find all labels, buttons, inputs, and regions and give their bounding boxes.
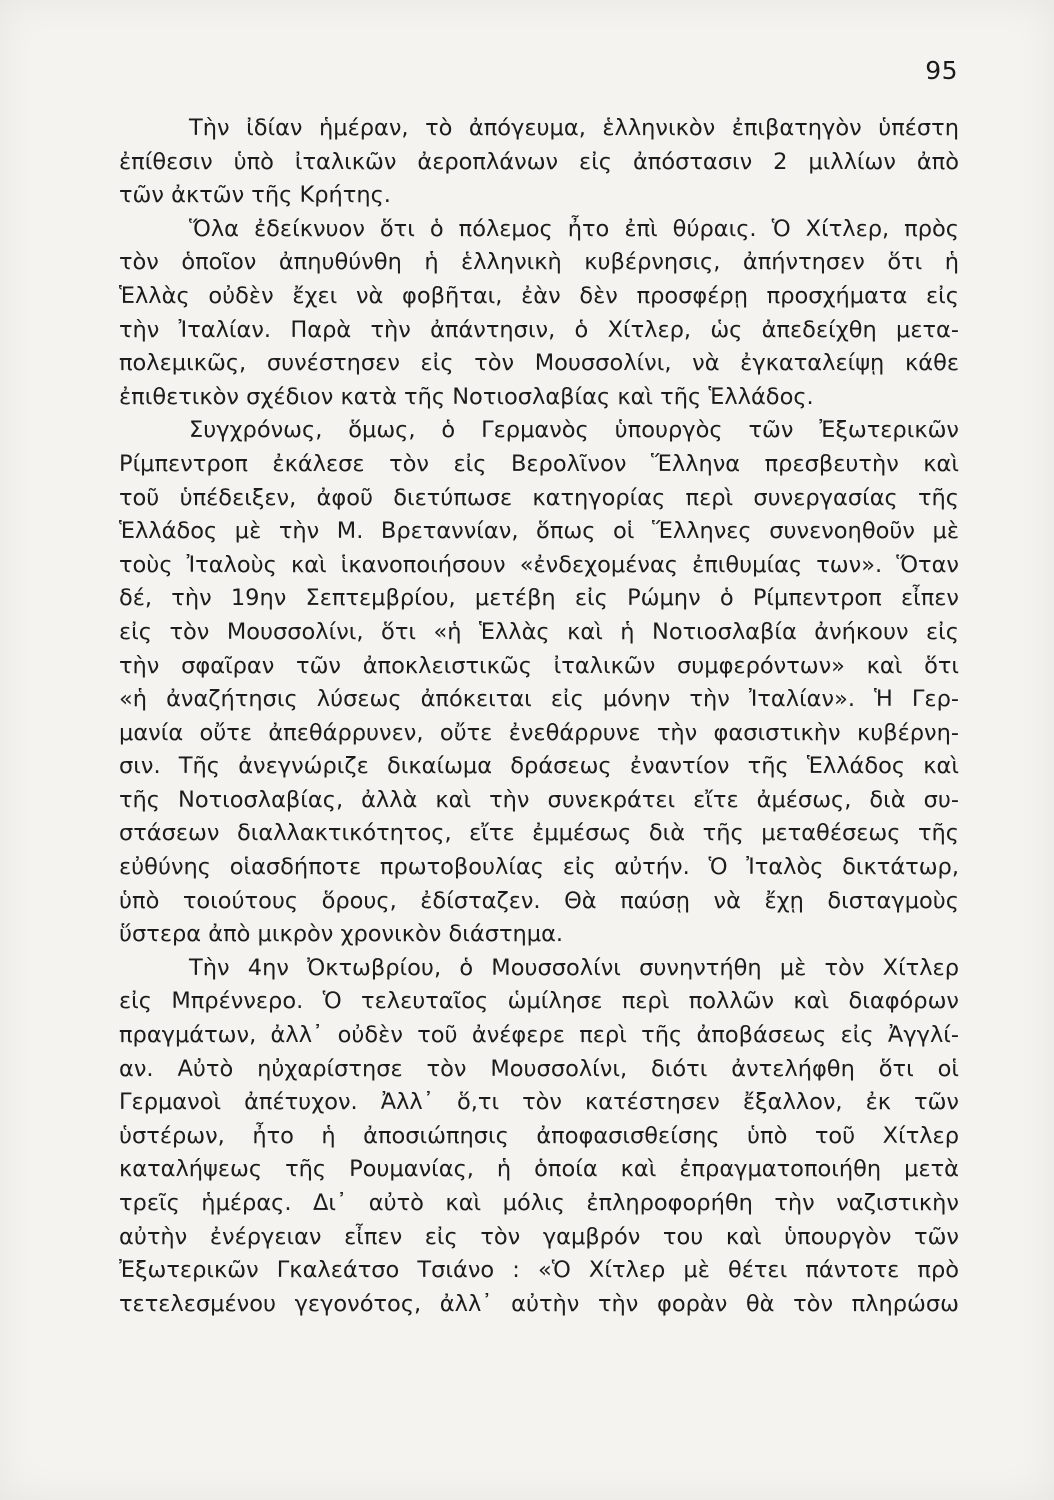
text-line: Ὅλα ἐδείκνυον ὅτι ὁ πόλεμος ἦτο ἐπὶ θύραις. Ὁ Χίτλερ, πρὸς [189, 215, 959, 242]
text-line: δέ, τὴν 19ην Σεπτεμβρίου, μετέβη εἰς Ρώμην ὁ Ρίμπεντροπ εἶπεν [119, 585, 959, 612]
text-line: στάσεων διαλλακτικότητος, εἴτε ἐμμέσως διὰ τῆς μεταθέσεως τῆς [119, 820, 959, 847]
text-line: αν. Αὐτὸ ηὐχαρίστησε τὸν Μουσσολίνι, διότι ἀντελήφθη ὅτι οἱ [119, 1055, 959, 1082]
text-line: τὸν ὁποῖον ἀπηυθύνθη ἡ ἑλληνικὴ κυβέρνησις, ἀπήντησεν ὅτι ἡ [119, 249, 959, 276]
text-line: τῆς Νοτιοσλαβίας, ἀλλὰ καὶ τὴν συνεκράτει εἴτε ἀμέσως, διὰ συ- [119, 786, 959, 813]
text-line: τετελεσμένου γεγονότος, ἀλλ᾽ αὐτὴν τὴν φορὰν θὰ τὸν πληρώσω [119, 1290, 959, 1317]
text-line: σιν. Τῆς ἀνεγνώριζε δικαίωμα δράσεως ἐναντίον τῆς Ἑλλάδος καὶ [119, 753, 959, 780]
text-line: ὑπὸ τοιούτους ὅρους, ἐδίσταζεν. Θὰ παύσῃ νὰ ἔχῃ δισταγμοὺς [119, 887, 959, 914]
text-line: ἐπίθεσιν ὑπὸ ἰταλικῶν ἀεροπλάνων εἰς ἀπόστασιν 2 μιλλίων ἀπὸ [119, 148, 959, 175]
text-line: Ἑλλὰς οὐδὲν ἔχει νὰ φοβῆται, ἐὰν δὲν προσφέρῃ προσχήματα εἰς [119, 282, 959, 309]
text-line: πολεμικῶς, συνέστησεν εἰς τὸν Μουσσολίνι, νὰ ἐγκαταλείψῃ κάθε [119, 350, 959, 377]
text-line: ὑστέρων, ἦτο ἡ ἀποσιώπησις ἀποφασισθείσης ὑπὸ τοῦ Χίτλερ [119, 1122, 959, 1149]
text-line: μανία οὔτε ἀπεθάρρυνεν, οὔτε ἐνεθάρρυνε τὴν φασιστικὴν κυβέρνη- [119, 719, 959, 746]
text-line: εἰς τὸν Μουσσολίνι, ὅτι «ἡ Ἑλλὰς καὶ ἡ Νοτιοσλαβία ἀνήκουν εἰς [119, 618, 959, 645]
text-line: αὐτὴν ἐνέργειαν εἶπεν εἰς τὸν γαμβρόν του καὶ ὑπουργὸν τῶν [119, 1223, 959, 1250]
text-line: τὴν Ἰταλίαν. Παρὰ τὴν ἀπάντησιν, ὁ Χίτλερ, ὡς ἀπεδείχθη μετα- [119, 316, 959, 343]
text-line: ἐπιθετικὸν σχέδιον κατὰ τῆς Νοτιοσλαβίας καὶ τῆς Ἑλλάδος. [119, 383, 814, 410]
text-line: εὐθύνης οἱασδήποτε πρωτοβουλίας εἰς αὐτήν. Ὁ Ἰταλὸς δικτάτωρ, [119, 854, 959, 881]
text-line: Ἑλλάδος μὲ τὴν Μ. Βρεταννίαν, ὅπως οἱ Ἕλληνες συνενοηθοῦν μὲ [119, 518, 959, 545]
text-line: Τὴν 4ην Ὀκτωβρίου, ὁ Μουσσολίνι συνηντήθη μὲ τὸν Χίτλερ [189, 954, 959, 981]
text-line: Συγχρόνως, ὅμως, ὁ Γερμανὸς ὑπουργὸς τῶν Ἐξωτερικῶν [189, 417, 959, 444]
text-line: εἰς Μπρέννερο. Ὁ τελευταῖος ὡμίλησε περὶ πολλῶν καὶ διαφόρων [119, 988, 959, 1015]
text-line: τὴν σφαῖραν τῶν ἀποκλειστικῶς ἰταλικῶν συμφερόντων» καὶ ὅτι [119, 652, 959, 679]
body-text [119, 112, 959, 1321]
text-line: Ρίμπεντροπ ἐκάλεσε τὸν εἰς Βερολῖνον Ἕλληνα πρεσβευτὴν καὶ [119, 450, 959, 477]
text-line: Γερμανοὶ ἀπέτυχον. Ἀλλ᾽ ὅ,τι τὸν κατέστησεν ἔξαλλον, ἐκ τῶν [119, 1089, 959, 1116]
text-line: Τὴν ἰδίαν ἡμέραν, τὸ ἀπόγευμα, ἑλληνικὸν ἐπιβατηγὸν ὑπέστη [189, 115, 959, 141]
text-line: καταλήψεως τῆς Ρουμανίας, ἡ ὁποία καὶ ἐπραγματοποιήθη μετὰ [119, 1156, 959, 1183]
text-line: τοὺς Ἰταλοὺς καὶ ἱκανοποιήσουν «ἐνδεχομένας ἐπιθυμίας των». Ὅταν [119, 551, 959, 578]
text-line: τρεῖς ἡμέρας. Δι᾽ αὐτὸ καὶ μόλις ἐπληροφορήθη τὴν ναζιστικὴν [119, 1190, 959, 1216]
text-line: τῶν ἀκτῶν τῆς Κρήτης. [119, 182, 391, 209]
text-line: «ἡ ἀναζήτησις λύσεως ἀπόκειται εἰς μόνην τὴν Ἰταλίαν». Ἡ Γερ- [119, 686, 959, 713]
page-number: 95 [925, 56, 958, 85]
text-line: τοῦ ὑπέδειξεν, ἀφοῦ διετύπωσε κατηγορίας περὶ συνεργασίας τῆς [119, 484, 959, 511]
text-line: ὕστερα ἀπὸ μικρὸν χρονικὸν διάστημα. [119, 921, 564, 948]
text-line: πραγμάτων, ἀλλ᾽ οὐδὲν τοῦ ἀνέφερε περὶ τῆς ἀποβάσεως εἰς Ἀγγλί- [119, 1022, 959, 1049]
text-line: Ἐξωτερικῶν Γκαλεάτσο Τσιάνο : «Ὁ Χίτλερ μὲ θέτει πάντοτε πρὸ [119, 1257, 959, 1284]
